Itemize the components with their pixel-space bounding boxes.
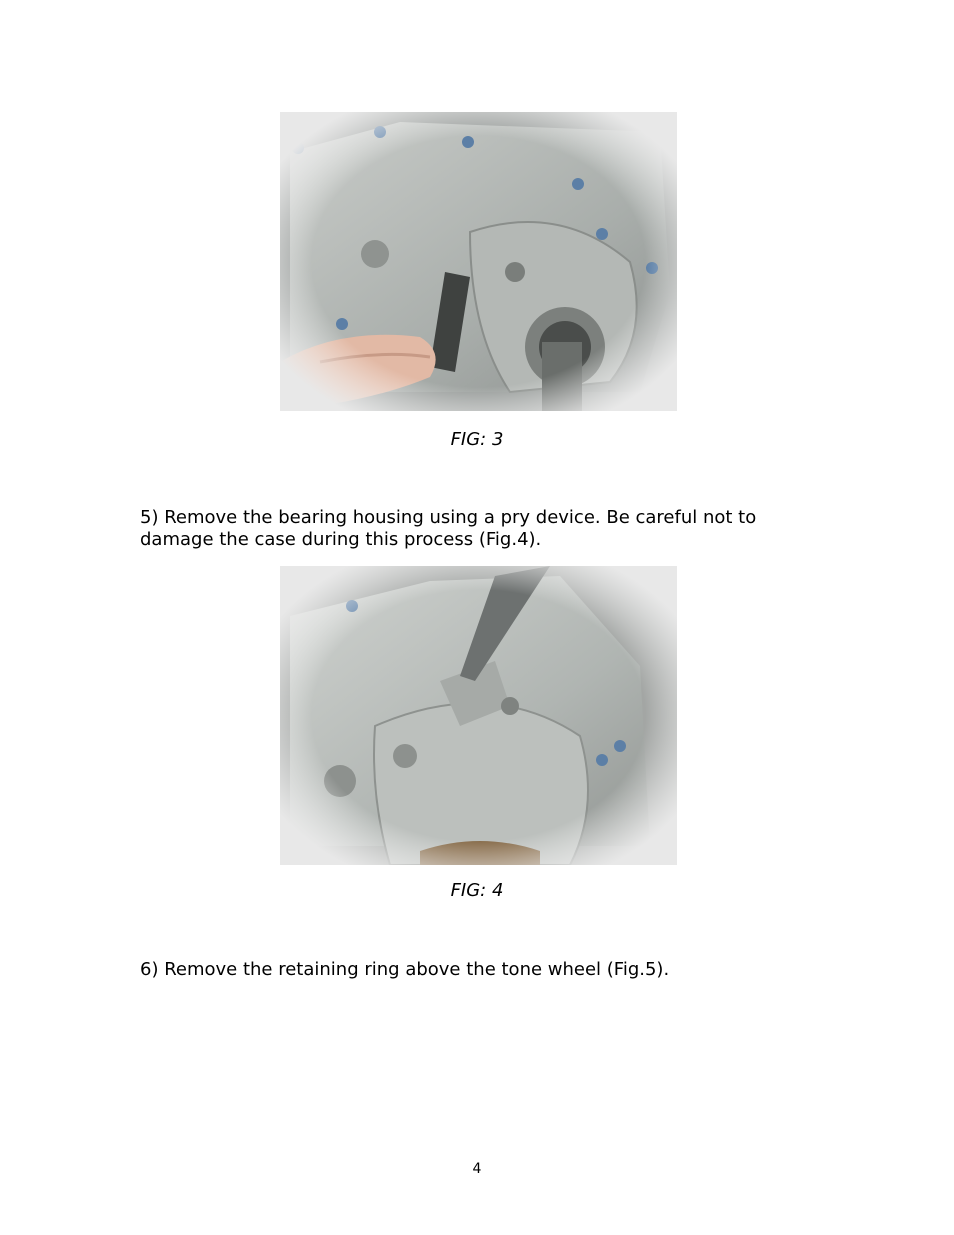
step-6-text: 6) Remove the retaining ring above the tone wheel (Fig.5). xyxy=(140,959,670,980)
page-number: 4 xyxy=(472,1161,482,1177)
figure-4-caption: FIG: 4 xyxy=(450,880,504,901)
figure-4-photo xyxy=(280,566,677,865)
step-5-text: 5) Remove the bearing housing using a pry device. Be careful not to damage the case during this process (Fig.4). xyxy=(140,507,757,550)
figure-3-photo xyxy=(280,112,677,411)
figure-3-caption: FIG: 3 xyxy=(450,429,504,450)
